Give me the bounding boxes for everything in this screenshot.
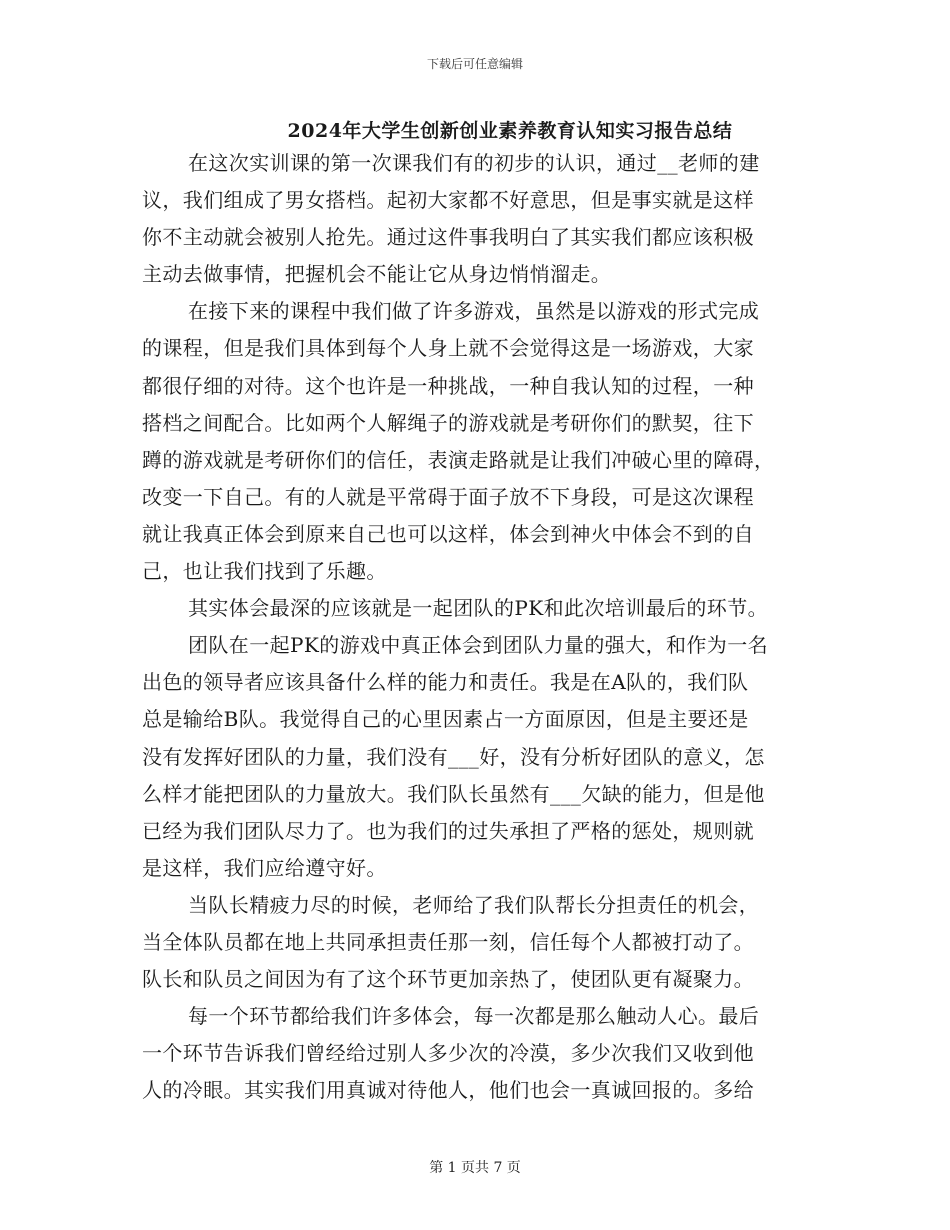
text-line: 人的冷眼。其实我们用真诚对待他人，他们也会一真诚回报的。多给 xyxy=(142,1078,754,1103)
text-line: 是这样，我们应给遵守好。 xyxy=(142,855,387,880)
text-line: 出色的领导者应该具备什么样的能力和责任。我是在A队的，我们队 xyxy=(142,670,749,695)
text-line: 每一个环节都给我们许多体会，每一次都是那么触动人心。最后 xyxy=(188,1004,760,1029)
text-line: 改变一下自己。有的人就是平常碍于面子放不下身段，可是这次课程 xyxy=(142,484,754,509)
text-line: 当队长精疲力尽的时候，老师给了我们队帮长分担责任的机会， xyxy=(188,892,760,917)
text-line: 议，我们组成了男女搭档。起初大家都不好意思，但是事实就是这样 xyxy=(142,188,754,213)
text-line: 己，也让我们找到了乐趣。 xyxy=(142,559,387,584)
text-line: 团队在一起PK的游戏中真正体会到团队力量的强大，和作为一名 xyxy=(188,633,768,658)
text-line: 在这次实训课的第一次课我们有的初步的认识，通过__老师的建 xyxy=(188,151,760,175)
text-line: 已经为我们团队尽力了。也为我们的过失承担了严格的惩处，规则就 xyxy=(142,818,754,843)
text-line: 就让我真正体会到原来自己也可以这样，体会到神火中体会不到的自 xyxy=(142,521,754,546)
text-line: 在接下来的课程中我们做了许多游戏，虽然是以游戏的形式完成 xyxy=(188,299,760,324)
header-note: 下载后可任意编辑 xyxy=(426,57,523,71)
text-line: 队长和队员之间因为有了这个环节更加亲热了，使团队更有凝聚力。 xyxy=(142,967,754,992)
page-footer: 第 1 页共 7 页 xyxy=(429,1160,521,1176)
text-line: 蹲的游戏就是考研你们的信任，表演走路就是让我们冲破心里的障碍， xyxy=(142,447,775,472)
text-line: 其实体会最深的应该就是一起团队的PK和此次培训最后的环节。 xyxy=(188,596,768,621)
text-line: 的课程，但是我们具体到每个人身上就不会觉得这是一场游戏，大家 xyxy=(142,336,754,361)
text-line: 没有发挥好团队的力量，我们没有___好，没有分析好团队的意义，怎 xyxy=(142,744,765,769)
text-line: 么样才能把团队的力量放大。我们队长虽然有___欠缺的能力，但是他 xyxy=(142,781,765,806)
text-line: 主动去做事情，把握机会不能让它从身边悄悄溜走。 xyxy=(142,262,612,287)
text-line: 一个环节告诉我们曾经给过别人多少次的冷漠，多少次我们又收到他 xyxy=(142,1041,754,1066)
text-line: 总是输给B队。我觉得自己的心里因素占一方面原因，但是主要还是 xyxy=(142,707,749,732)
document-body xyxy=(142,145,808,1109)
text-line: 搭档之间配合。比如两个人解绳子的游戏就是考研你们的默契，往下 xyxy=(142,410,754,435)
text-line: 当全体队员都在地上共同承担责任那一刻，信任每个人都被打动了。 xyxy=(142,929,754,954)
document-title: 2024年大学生创新创业素养教育认知实习报告总结 xyxy=(287,120,733,142)
text-line: 都很仔细的对待。这个也许是一种挑战，一种自我认知的过程，一种 xyxy=(142,373,754,398)
text-line: 你不主动就会被别人抢先。通过这件事我明白了其实我们都应该积极 xyxy=(142,225,754,250)
